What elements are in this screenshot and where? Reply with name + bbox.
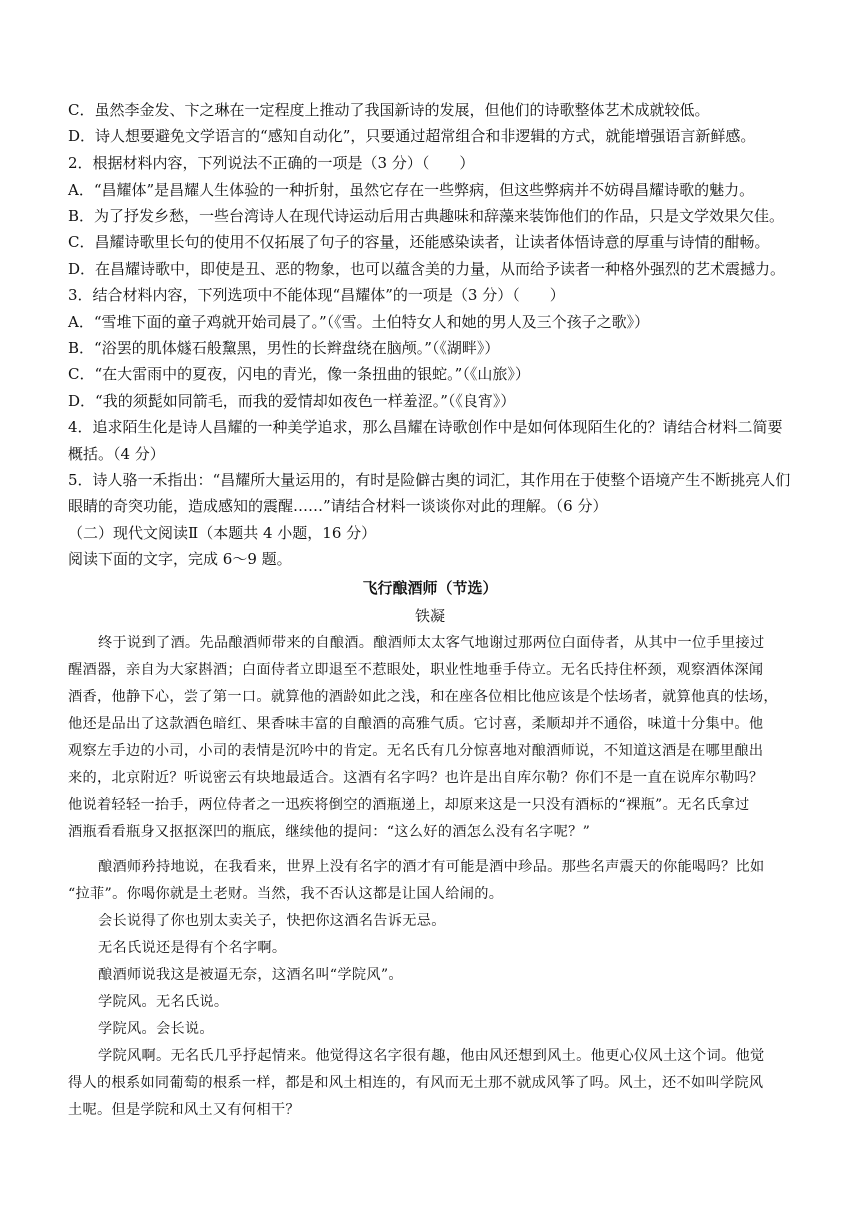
q2-stem: 2．根据材料内容，下列说法不正确的一项是（3 分）（ ） xyxy=(68,154,475,172)
q3-option-c: C．“在大雷雨中的夏夜，闪电的青光，像一条扭曲的银蛇。”（《山旅》） xyxy=(68,365,530,383)
q1-option-c: C．虽然李金发、卞之琳在一定程度上推动了我国新诗的发展，但他们的诗歌整体艺术成就较低。 xyxy=(68,101,710,119)
story-line: 学院风。会长说。 xyxy=(98,1021,214,1037)
q3-option-a: A．“雪堆下面的童子鸡就开始司晨了。”（《雪。土伯特女人和她的男人及三个孩子之歌》） xyxy=(68,313,650,331)
q3-option-d: D．“我的须髭如同箭毛，而我的爱情却如夜色一样羞涩。”（《良宵》） xyxy=(68,392,516,410)
story-line: 学院风啊。无名氏几乎抒起情来。他觉得这名字很有趣，他由风还想到风土。他更心仪风土这个词。他觉 xyxy=(98,1048,765,1064)
story-line: 土呢。但是学院和风土又有何相干？ xyxy=(68,1102,300,1118)
story-line: “拉菲”。你喝你就是土老财。当然，我不否认这都是让国人给闹的。 xyxy=(68,886,504,902)
story-line: 他说着轻轻一抬手，两位侍者之一迅疾将倒空的酒瓶递上，却原来这是一只没有酒标的“裸瓶”。无名氏拿过 xyxy=(68,797,750,813)
story-line: 来的，北京附近？听说密云有块地最适合。这酒有名字吗？也许是出自库尔勒？你们不是一直在说库尔勒吗？ xyxy=(68,770,764,786)
q3-stem: 3．结合材料内容，下列选项中不能体现“昌耀体”的一项是（3 分）（ ） xyxy=(68,286,565,304)
story-line: 醒酒器，亲自为大家斟酒；白面侍者立即退至不惹眼处，职业性地垂手侍立。无名氏持住杯颈，观察酒体深闻 xyxy=(68,662,764,678)
q2-option-d: D．在昌耀诗歌中，即使是丑、恶的物象，也可以蕴含美的力量，从而给予读者一种格外强烈的艺术震撼力。 xyxy=(68,260,786,278)
story-line: 酒瓶看看瓶身又抠抠深凹的瓶底，继续他的提问：“这么好的酒怎么没有名字呢？” xyxy=(68,824,591,840)
q2-option-c: C．昌耀诗歌里长句的使用不仅拓展了句子的容量，还能感染读者，让读者体悟诗意的厚重与诗情的酣畅。 xyxy=(68,233,770,251)
story-line: 观察左手边的小司，小司的表情是沉吟中的肯定。无名氏有几分惊喜地对酿酒师说，不知道这酒是在哪里酿出 xyxy=(68,743,764,759)
q4-line-1: 4．追求陌生化是诗人昌耀的一种美学追求，那么昌耀在诗歌创作中是如何体现陌生化的？请结合材料二简要 xyxy=(68,418,783,436)
q5-line-1: 5．诗人骆一禾指出：“昌耀所大量运用的，有时是险僻古奥的词汇，其作用在于使整个语境产生不断挑亮人们 xyxy=(68,471,791,489)
section-heading: （二）现代文阅读Ⅱ（本题共 4 小题，16 分） xyxy=(68,524,377,542)
q1-option-d: D．诗人想要避免文学语言的“感知自动化”，只要通过超常组合和非逻辑的方式，就能增强语言新鲜感。 xyxy=(68,127,756,145)
story-line: 酒香，他静下心，尝了第一口。就算他的酒龄如此之浅，和在座各位相比他应该是个怯场者，就算他真的怯场， xyxy=(68,689,778,705)
story-line: 酿酒师矜持地说，在我看来，世界上没有名字的酒才有可能是酒中珍品。那些名声震天的你能喝吗？比如 xyxy=(98,859,765,875)
story-line: 无名氏说还是得有个名字啊。 xyxy=(98,940,287,956)
story-line: 他还是品出了这款酒色暗红、果香味丰富的自酿酒的高雅气质。它讨喜，柔顺却并不通俗，味道十分集中。他 xyxy=(68,716,764,732)
story-line: 酿酒师说我这是被逼无奈，这酒名叫“学院风”。 xyxy=(98,967,403,983)
story-line: 得人的根系如同葡萄的根系一样，都是和风土相连的，有风而无土那不就成风筝了吗。风土，还不如叫学院风 xyxy=(68,1075,764,1091)
story-line: 终于说到了酒。先品酿酒师带来的自酿酒。酿酒师太太客气地谢过那两位白面侍者，从其中一位手里接过 xyxy=(98,635,765,651)
story-author: 铁凝 xyxy=(414,607,445,625)
story-title: 飞行酿酒师（节选） xyxy=(362,579,498,597)
q3-option-b: B．“浴罢的肌体燧石般黧黑，男性的长辫盘绕在脑颅。”（《湖畔》） xyxy=(68,339,500,357)
q5-line-2: 眼睛的奇突功能，造成感知的震醒……”请结合材料一谈谈你对此的理解。（6 分） xyxy=(68,497,608,515)
section-instruction: 阅读下面的文字，完成 6～9 题。 xyxy=(68,550,292,568)
q2-option-b: B．为了抒发乡愁，一些台湾诗人在现代诗运动后用古典趣味和辞藻来装饰他们的作品，只是文学效果欠佳。 xyxy=(68,207,785,225)
q4-line-2: 概括。（4 分） xyxy=(68,445,165,463)
q2-option-a: A．“昌耀体”是昌耀人生体验的一种折射，虽然它存在一些弊病，但这些弊病并不妨碍昌耀诗歌的魅力。 xyxy=(68,181,755,199)
story-line: 会长说得了你也别太卖关子，快把你这酒名告诉无忌。 xyxy=(98,913,446,929)
story-line: 学院风。无名氏说。 xyxy=(98,994,229,1010)
